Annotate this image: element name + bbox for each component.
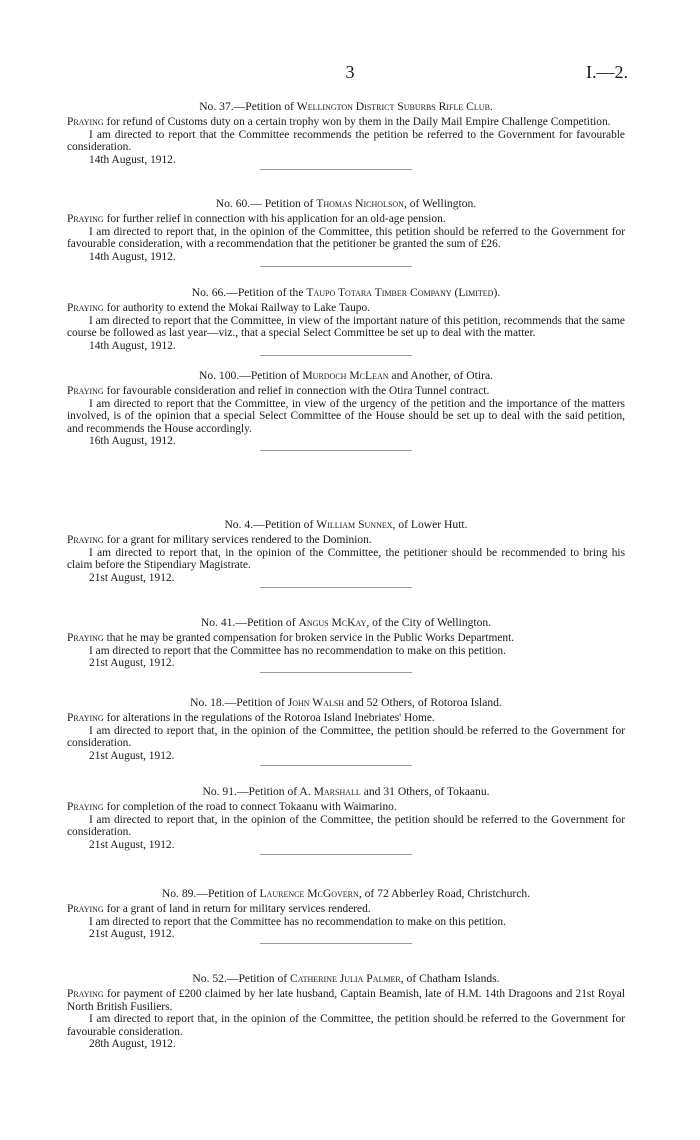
petition-title-prefix: —Petition of bbox=[253, 518, 317, 531]
petition-number: No. 60. bbox=[215, 197, 251, 210]
praying-paragraph bbox=[67, 903, 625, 916]
petition-title bbox=[67, 972, 625, 986]
petition-title-suffix: and Another, of Otira. bbox=[388, 369, 494, 382]
petition-number: No. 100. bbox=[198, 369, 240, 382]
petition-title-prefix: —Petition of bbox=[196, 887, 260, 900]
petition-title-prefix: —Petition of bbox=[233, 100, 297, 113]
praying-label: Praying bbox=[67, 534, 104, 546]
praying-text: for alterations in the regulations of the Rotoroa Island Inebriates' Home. bbox=[103, 712, 435, 724]
petition-title-suffix: . bbox=[489, 100, 493, 113]
praying-text: for a grant of land in return for military services rendered. bbox=[103, 903, 371, 915]
report-date: 28th August, 1912. bbox=[89, 1038, 176, 1051]
committee-report: I am directed to report that the Committee has no recommendation to make on this petition. bbox=[89, 644, 506, 657]
praying-paragraph bbox=[67, 712, 625, 725]
petitioner-name: Angus McKay bbox=[298, 616, 367, 629]
petition-entry bbox=[67, 785, 625, 855]
petition-body bbox=[67, 534, 625, 572]
petition-title-suffix: and 31 Others, of Tokaanu. bbox=[360, 785, 490, 798]
petition-title bbox=[67, 100, 625, 114]
committee-report: I am directed to report that the Committee has no recommendation to make on this petition. bbox=[89, 915, 506, 928]
report-date: 14th August, 1912. bbox=[89, 250, 176, 263]
petition-entry bbox=[67, 369, 625, 451]
petitioner-name: John Walsh bbox=[287, 696, 345, 709]
petition-title bbox=[67, 369, 625, 383]
petition-number: No. 37. bbox=[199, 100, 234, 113]
committee-report: I am directed to report that, in the opinion of the Committee, the petition should be referred to the Government for favourable consideration. bbox=[67, 1013, 625, 1038]
petitioner-name: Taupo Totara Timber Company (Limited) bbox=[306, 286, 498, 299]
petition-number: No. 66. bbox=[191, 286, 227, 299]
petition-body bbox=[67, 801, 625, 839]
report-date: 14th August, 1912. bbox=[89, 153, 176, 166]
praying-label: Praying bbox=[67, 213, 104, 225]
petition-title-suffix: , of Wellington. bbox=[403, 197, 477, 210]
praying-text: for payment of £200 claimed by her late husband, Captain Beamish, late of H.M. 14th Dragoons and 21st Royal North British Fusiliers. bbox=[67, 988, 625, 1013]
petition-entry bbox=[67, 518, 625, 588]
praying-label: Praying bbox=[67, 712, 104, 724]
petition-number: No. 18. bbox=[190, 696, 225, 709]
petition-body bbox=[67, 632, 625, 657]
petition-title-suffix: , of Lower Hutt. bbox=[392, 518, 468, 531]
petition-title-prefix: —Petition of the bbox=[226, 286, 307, 299]
praying-paragraph bbox=[67, 534, 625, 547]
petition-entry bbox=[67, 887, 625, 944]
petitioner-name: Wellington District Suburbs Rifle Club bbox=[296, 100, 490, 113]
committee-report: I am directed to report that, in the opinion of the Committee, the petition should be referred to the Government for consideration. bbox=[67, 813, 625, 839]
separator-rule bbox=[260, 266, 412, 267]
committee-report: I am directed to report that the Committee recommends the petition be referred to the Government for favourable consideration. bbox=[67, 128, 625, 154]
committee-report: I am directed to report that the Committee, in view of the important nature of this petition, recommends that the same course be followed as last year—viz., that a special Select Committee be set up to deal with the matter. bbox=[67, 314, 625, 340]
petition-entry bbox=[67, 100, 625, 170]
petition-title bbox=[67, 197, 625, 211]
petition-title bbox=[67, 887, 625, 901]
separator-rule bbox=[260, 169, 412, 170]
praying-text: for favourable consideration and relief in connection with the Otira Tunnel contract. bbox=[103, 385, 490, 397]
report-date: 21st August, 1912. bbox=[89, 928, 175, 941]
page-number: 3 bbox=[345, 62, 355, 82]
petitioner-name: William Sunnex bbox=[316, 518, 393, 531]
praying-label: Praying bbox=[67, 632, 104, 644]
petition-title-prefix: —Petition of bbox=[224, 696, 288, 709]
petitioner-name: Laurence McGovern bbox=[259, 887, 359, 900]
praying-paragraph bbox=[67, 632, 625, 645]
praying-paragraph bbox=[67, 213, 625, 226]
petition-title-prefix: —Petition of bbox=[226, 972, 291, 985]
report-date: 21st August, 1912. bbox=[89, 749, 175, 762]
petitioner-name: Thomas Nicholson bbox=[316, 197, 404, 210]
praying-label: Praying bbox=[67, 801, 104, 813]
praying-text: for further relief in connection with his application for an old-age pension. bbox=[103, 213, 446, 225]
report-date: 21st August, 1912. bbox=[89, 838, 175, 851]
praying-paragraph bbox=[67, 302, 625, 315]
petition-body bbox=[67, 712, 625, 750]
committee-report: I am directed to report that, in the opinion of the Committee, the petitioner should be recommended to bring his claim before the Stipendiary Magistrate. bbox=[67, 546, 625, 572]
petition-entry bbox=[67, 197, 625, 267]
separator-rule bbox=[260, 672, 412, 673]
separator-rule bbox=[260, 765, 412, 766]
petition-title-prefix: —Petition of bbox=[239, 369, 303, 382]
report-date: 21st August, 1912. bbox=[89, 657, 175, 670]
praying-text: for completion of the road to connect Tokaanu with Waimarino. bbox=[103, 801, 397, 813]
page-header bbox=[0, 62, 700, 86]
petition-title-prefix: —Petition of bbox=[235, 616, 299, 629]
committee-report: I am directed to report that, in the opinion of the Committee, this petition should be referred to the Government for favourable consideration, with a recommendation that the petitioner be granted the sum of £26. bbox=[67, 225, 625, 251]
separator-rule bbox=[260, 943, 412, 944]
petition-number: No. 89. bbox=[161, 887, 197, 900]
separator-rule bbox=[260, 854, 412, 855]
praying-label: Praying bbox=[67, 116, 104, 128]
petition-title-prefix: —Petition of A. bbox=[236, 785, 314, 798]
document-reference: I.—2. bbox=[586, 62, 628, 82]
petition-body bbox=[67, 302, 625, 340]
separator-rule bbox=[260, 450, 412, 451]
petition-title bbox=[67, 616, 625, 630]
petition-number: No. 91. bbox=[202, 785, 237, 798]
committee-report: I am directed to report that the Committee, in view of the urgency of the petition and the importance of the matters involved, is of the opinion that a special Select Committee of the House should be set up to deal with the said petition, and recommends the House accordingly. bbox=[67, 397, 625, 435]
petition-number: No. 4. bbox=[224, 518, 254, 531]
praying-label: Praying bbox=[67, 302, 104, 314]
petition-number: No. 41. bbox=[200, 616, 236, 629]
petition-title-suffix: , of Chatham Islands. bbox=[400, 972, 500, 985]
praying-label: Praying bbox=[67, 385, 104, 397]
petitioner-name: Murdoch McLean bbox=[302, 369, 389, 382]
petition-entry bbox=[67, 616, 625, 673]
praying-paragraph bbox=[67, 801, 625, 814]
praying-text: for a grant for military services rendered to the Dominion. bbox=[103, 534, 372, 546]
petition-title bbox=[67, 286, 625, 300]
petition-body bbox=[67, 385, 625, 435]
petition-entry bbox=[67, 286, 625, 356]
petition-title-suffix: . bbox=[497, 286, 501, 299]
committee-report: I am directed to report that, in the opinion of the Committee, the petition should be referred to the Government for consideration. bbox=[67, 724, 625, 750]
petition-title bbox=[67, 518, 625, 532]
petition-number: No. 52. bbox=[192, 972, 227, 985]
praying-text: for authority to extend the Mokai Railway to Lake Taupo. bbox=[103, 302, 371, 314]
petition-title bbox=[67, 696, 625, 710]
praying-paragraph bbox=[67, 385, 625, 398]
petition-title-prefix: — Petition of bbox=[250, 197, 317, 210]
petitioner-name: Catherine Julia Palmer bbox=[290, 972, 401, 985]
petition-entry bbox=[67, 972, 625, 1051]
report-date: 16th August, 1912. bbox=[89, 435, 176, 448]
praying-label: Praying bbox=[67, 903, 104, 915]
petition-title-suffix: , of the City of Wellington. bbox=[366, 616, 492, 629]
petitioner-name: Marshall bbox=[313, 785, 361, 798]
report-date: 21st August, 1912. bbox=[89, 571, 175, 584]
petition-entry bbox=[67, 696, 625, 766]
petition-title-suffix: and 52 Others, of Rotoroa Island. bbox=[344, 696, 502, 709]
praying-text: for refund of Customs duty on a certain trophy won by them in the Daily Mail Empire Challenge Competition. bbox=[103, 116, 611, 128]
praying-text: that he may be granted compensation for broken service in the Public Works Department. bbox=[103, 632, 515, 644]
petition-title bbox=[67, 785, 625, 799]
petition-body bbox=[67, 213, 625, 251]
petition-body bbox=[67, 116, 625, 154]
petition-body bbox=[67, 988, 625, 1038]
petition-title-suffix: , of 72 Abberley Road, Christchurch. bbox=[358, 887, 531, 900]
praying-paragraph bbox=[67, 988, 625, 1013]
separator-rule bbox=[260, 355, 412, 356]
praying-paragraph bbox=[67, 116, 625, 129]
report-date: 14th August, 1912. bbox=[89, 339, 176, 352]
petition-body bbox=[67, 903, 625, 928]
separator-rule bbox=[260, 587, 412, 588]
praying-label: Praying bbox=[67, 988, 104, 1000]
